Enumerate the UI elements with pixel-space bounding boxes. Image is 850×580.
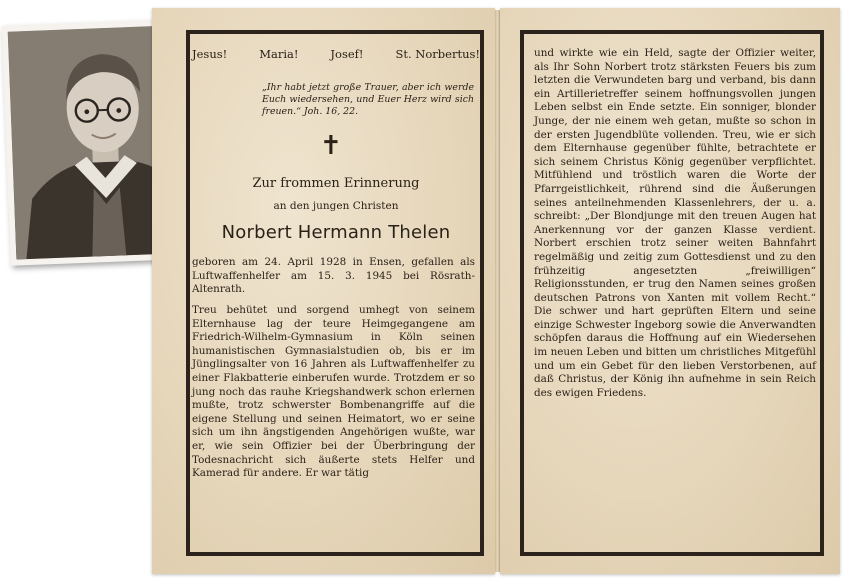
header-name-norbertus: St. Norbertus! (395, 47, 480, 61)
header-name-maria: Maria! (259, 47, 299, 61)
birth-death-text: geboren am 24. April 1928 in Ensen, gefallen als Luftwaffenhelfer am 15. 3. 1945 bei Rösrath-Altenrath. (192, 256, 475, 296)
header-name-jesus: Jesus! (192, 47, 228, 61)
right-body-text: und wirkte wie ein Held, sagte der Offizier weiter, als Ihr Sohn Norbert trotz stärksten Feuers bis zum letzten die Verwundeten barg und verband, bis dann ein Artillerietreffer seinem hoffnungsvollen jungen Leben selbst ein Ende setzte. Ein sonniger, blonder Junge, der nie einem weh getan, mußte so schon in der ersten Jugendblüte vollenden. Treu, wie er sich dem Elternhause gegenüber fühlte, betrachtete er sich seinem Christus König gegenüber verpflichtet. Mitfühlend und tröstlich waren die Worte der Pfarrgeistlichkeit, rührend sind die Äußerungen seines anteilnehmenden Klassenlehrers, der u. a. schreibt: „Der Blondjunge mit den treuen Augen hat Anerkennung vor der ganzen Klasse verdient. Norbert erschien trotz seiner weiten Bahnfahrt regelmäßig und zeitig zum Gottesdienst und zu den frühzeitig angesetzten „freiwilligen“ Religionsstunden, er trug den Namen seines großen deutschen Patrons von Xanten mit vollem Recht.“ Die schwer und hart geprüften Eltern und seine einzige Schwester Ingeborg sowie die Anverwandten schöpfen daraus die Hoffnung auf ein Wiedersehen im neuen Leben und bitten um christliches Mitgefühl und um ein Gebet für den lieben Verstorbenen, auf daß Christus, der König ihn aufnehme in sein Reich des ewigen Friedens. (534, 47, 816, 399)
header-names (192, 48, 480, 62)
memorial-subheading: an den jungen Christen (273, 200, 399, 212)
deceased-name: Norbert Hermann Thelen (221, 222, 451, 243)
memorial-heading: Zur frommen Erinnerung (252, 176, 420, 191)
left-body-text: Treu behütet und sorgend umhegt von seinem Elternhause lag der teure Heimgegangene am Friedrich-Wilhelm-Gymnasium in Köln seinen humanistischen Gymnasialstudien ob, bis er im Jünglingsalter von 16 Jahren als Luftwaffenhelfer zu einer Flakbatterie einberufen wurde. Trotzdem er so jung noch das rauhe Kriegshandwerk schon erlernen mußte, trotz schwerster Bombenangriffe auf die eigene Stellung und seinen Heimatort, wo er seine sich um ihn ängstigenden Angehörigen wußte, war er, wie sein Offizier bei der Überbringung der Todesnachricht sich äußerte stets Helfer und Kamerad für andere. Er war tätig (192, 304, 475, 480)
cross-icon: ✝ (320, 131, 342, 161)
header-name-josef: Josef! (330, 47, 364, 61)
bible-quote: „Ihr habt jetzt große Trauer, aber ich werde Euch wiedersehen, und Euer Herz wird sich freuen.“ Joh. 16, 22. (262, 82, 474, 117)
